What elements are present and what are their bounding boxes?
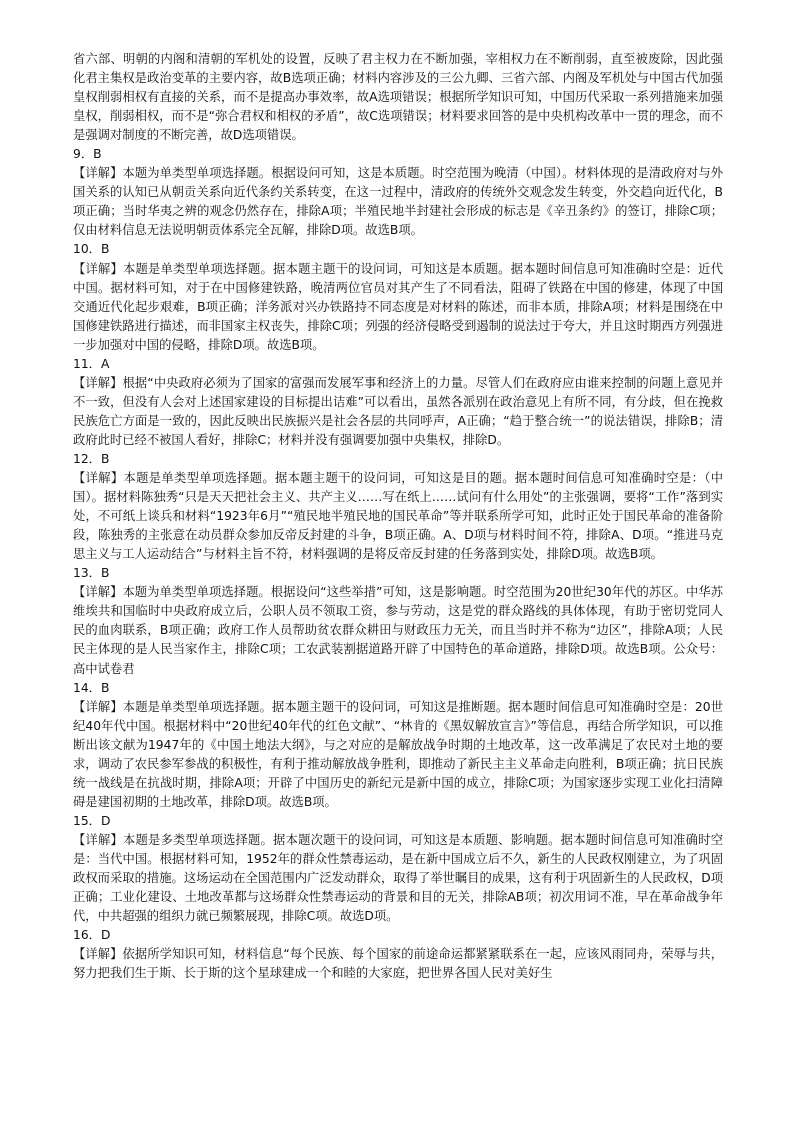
paragraph-explanation-8: 省六部、明朝的内阁和清朝的军机处的设置，反映了君主权力在不断加强，宰相权力在不断削弱，直至被废除，因此强化君主集权是政治变革的主要内容，故B选项正确；材料内容涉及的三公九卿、三省六部、内阁及军机处与中国古代加强皇权削弱相权有直接的关系，而不是提高办事效率，故A选项错误；根据所学知识可知，中国历代采取一系列措施来加强皇权，削弱相权，而不是“弥合君权和相权的矛盾”，故C选项错误；材料要求回答的是中央机构改革中一贯的理念，而不是强调对制度的不断完善，故D选项错误。 xyxy=(73,52,723,143)
answer-number-13: 13．B xyxy=(73,566,110,581)
answer-number-10: 10．B xyxy=(73,242,110,257)
paragraph-explanation-15: 【详解】本题是多类型单项选择题。据本题次题干的设问词，可知这是本质题、影响题。据本题时间信息可知准确时空是：当代中国。根据材料可知，1952年的群众性禁毒运动，是在新中国成立后不久，新生的人民政权刚建立，为了巩固政权而采取的措施。这场运动在全国范围内广泛发动群众，取得了举世瞩目的成果，这有利于巩固新生的人民政权，D项正确；工业化建设、土地改革都与这场群众性禁毒运动的背景和目的无关，排除AB项；初次用词不准，早在革命战争年代，中共超强的组织力就已频繁展现，排除C项。故选D项。 xyxy=(73,832,723,924)
paragraph-explanation-14: 【详解】本题是单类型单项选择题。据本题主题干的设问词，可知这是推断题。据本题时间信息可知准确时空是：20世纪40年代中国。根据材料中“20世纪40年代的红色文献”、“林肯的《黑奴解放宣言》”等信息，再结合所学知识，可以推断出该文献为1947年的《中国土地法大纲》，与之对应的是解放战争时期的土地改革，这一改革满足了农民对土地的要求，调动了农民参军参战的积极性，有利于推动解放战争胜利，即推动了新民主主义革命走向胜利，B项正确；抗日民族统一战线是在抗战时期，排除A项；开辟了中国历史的新纪元是新中国的成立，排除C项；为国家逐步实现工业化扫清障碍是建国初期的土地改革，排除D项。故选B项。 xyxy=(73,699,723,809)
document-page xyxy=(73,50,723,983)
paragraph-explanation-16: 【详解】依据所学知识可知，材料信息“每个民族、每个国家的前途命运都紧紧联系在一起，应该风雨同舟，荣辱与共，努力把我们生于斯、长于斯的这个星球建成一个和睦的大家庭，把世界各国人民对美好生 xyxy=(73,947,723,981)
answer-number-16: 16．D xyxy=(73,928,111,943)
answer-number-12: 12．B xyxy=(73,451,110,466)
paragraph-explanation-13: 【详解】本题为单类型单项选择题。根据设问“这些举措”可知，这是影响题。时空范围为20世纪30年代的苏区。中华苏维埃共和国临时中央政府成立后，公职人员不领取工资，参与劳动，这是党的群众路线的具体体现，有助于密切党同人民的血肉联系，B项正确；政府工作人员帮助贫农群众耕田与财政压力无关，而且当时并不称为“边区”，排除A项；人民民主体现的是人民当家作主，排除C项；工农武装割据道路开辟了中国特色的革命道路，排除D项。故选B项。公众号：高中试卷君 xyxy=(73,585,723,676)
answer-number-11: 11．A xyxy=(73,356,110,371)
paragraph-explanation-10: 【详解】本题是单类型单项选择题。据本题主题干的设问词，可知这是本质题。据本题时间信息可知准确时空是：近代中国。据材料可知，对于在中国修建铁路，晚清两位官员对其产生了不同看法，阻碍了铁路在中国的修建，体现了中国交通近代化起步艰难，B项正确；洋务派对兴办铁路持不同态度是对材料的陈述，而非本质，排除A项；材料是围绕在中国修建铁路进行描述，而非国家主权丧失，排除C项；列强的经济侵略受到遏制的说法过于夸大，并且这时期西方列强进一步加强对中国的侵略，排除D项。故选B项。 xyxy=(73,261,723,352)
paragraph-explanation-9: 【详解】本题为单类型单项选择题。根据设问可知，这是本质题。时空范围为晚清（中国）。材料体现的是清政府对与外国关系的认知已从朝贡关系向近代条约关系转变，在这一过程中，清政府的传统外交观念发生转变，外交趋向近代化，B项正确；当时华夷之辨的观念仍然存在，排除A项；半殖民地半封建社会形成的标志是《辛丑条约》的签订，排除C项；仅由材料信息无法说明朝贡体系完全瓦解，排除D项。故选B项。 xyxy=(73,166,723,238)
answer-number-15: 15．D xyxy=(73,813,111,828)
answer-number-9: 9．B xyxy=(73,147,102,162)
answer-number-14: 14．B xyxy=(73,680,110,695)
paragraph-explanation-11: 【详解】根据“中央政府必须为了国家的富强而发展军事和经济上的力量。尽管人们在政府应由谁来控制的问题上意见并不一致，但没有人会对上述国家建设的目标提出诘难”可以看出，虽然各派别在政治意见上有所不同，有分歧，但在挽救民族危亡方面是一致的，因此反映出民族振兴是社会各层的共同呼声，A正确；“趋于整合统一”的说法错误，排除B；清政府此时已经不被国人看好，排除C；材料并没有强调要加强中央集权，排除D。 xyxy=(73,375,723,447)
paragraph-explanation-12: 【详解】本题是单类型单项选择题。据本题主题干的设问词，可知这是目的题。据本题时间信息可知准确时空是：（中国）。据材料陈独秀“只是天天把社会主义、共产主义……写在纸上……试问有什么用处”的主张强调，要将“工作”落到实处，不可纸上谈兵和材料“1923年6月”“殖民地半殖民地的国民革命”等并联系所学可知，此时正处于国民革命的准备阶段，陈独秀的主张意在动员群众参加反帝反封建的斗争，B项正确。A、D项与材料时间不符，排除A、D项。“推进马克思主义与工人运动结合”与材料主旨不符，材料强调的是将反帝反封建的任务落到实处，排除D项。故选B项。 xyxy=(73,471,723,562)
